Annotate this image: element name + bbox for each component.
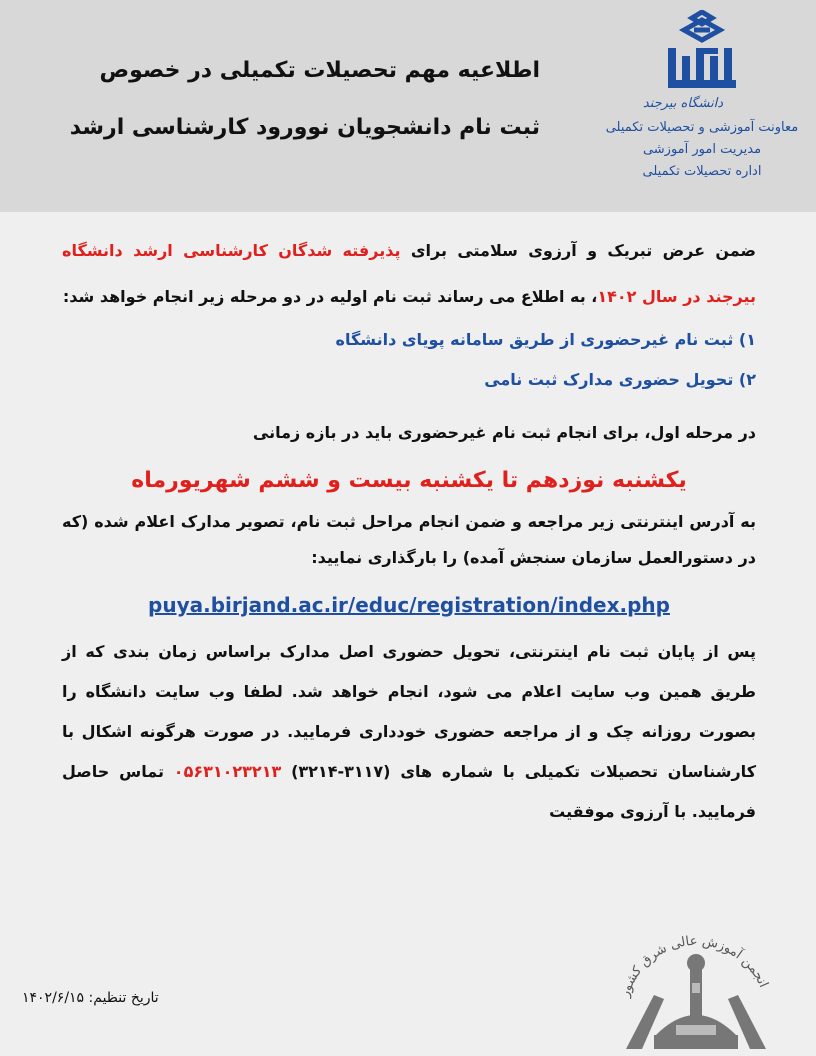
- header-band: [0, 0, 816, 212]
- university-logo-block: [588, 10, 816, 190]
- announcement-body: [62, 228, 756, 832]
- org-line-3: اداره تحصیلات تکمیلی: [642, 164, 762, 179]
- closing-text-cont: تماس حاصل فرمایید. با آرزوی موفقیت: [62, 762, 756, 821]
- intro-text: ضمن عرض تبریک و آرزوی سلامتی برای: [400, 241, 756, 260]
- university-name-script: دانشگاه بیرجند: [642, 96, 724, 111]
- closing-paragraph: [62, 632, 756, 832]
- intro-text-cont: ، به اطلاع می رساند ثبت نام اولیه در دو مرحله زیر انجام خواهد شد:: [62, 287, 598, 306]
- association-seal-icon: [606, 925, 786, 1053]
- org-line-1: معاونت آموزشی و تحصیلات تکمیلی: [605, 120, 799, 135]
- seal-text: انجمن آموزش عالی شرق کشور: [617, 933, 771, 999]
- page-title: [60, 42, 540, 156]
- date-value: ۱۴۰۲/۶/۱۵: [22, 990, 85, 1006]
- phone-number: ۰۵۶۳۱۰۲۳۲۱۳: [173, 762, 282, 781]
- steps-list: [62, 320, 756, 400]
- university-logo-icon: [662, 10, 742, 96]
- step-item-1: ۱) ثبت نام غیرحضوری از طریق سامانه پویای دانشگاه: [335, 330, 756, 349]
- org-line-2: مدیریت امور آموزشی: [642, 142, 762, 157]
- date-label: تاریخ تنظیم:: [88, 990, 159, 1006]
- registration-link[interactable]: puya.birjand.ac.ir/educ/registration/index.php: [148, 593, 670, 617]
- title-line-1: اطلاعیه مهم تحصیلات تکمیلی در خصوص: [99, 58, 540, 83]
- stage1-paragraph: در مرحله اول، برای انجام ثبت نام غیرحضوری باید در بازه زمانی: [252, 423, 756, 442]
- upload-paragraph: به آدرس اینترنتی زیر مراجعه و ضمن انجام مراحل ثبت نام، تصویر مدارک اعلام شده (که در دستورالعمل سازمان سنجش آمده) را بارگذاری نمایید:: [62, 512, 756, 567]
- admitted-highlight: پذیرفته شدگان کارشناسی ارشد دانشگاه بیرجند در سال ۱۴۰۲: [62, 241, 756, 306]
- closing-text: پس از پایان ثبت نام اینترنتی، تحویل حضوری اصل مدارک براساس زمان بندی که از طریق همین وب سایت اعلام می شود، انجام خواهد شد. لطفا وب سایت دانشگاه را بصورت روزانه چک و از مراجعه حضوری خودداری فرمایید. در صورت هرگونه اشکال با کارشناسان تحصیلات تکمیلی با شماره های (۳۱۱۷-۳۲۱۴): [62, 642, 756, 781]
- intro-paragraph: [62, 228, 756, 320]
- title-line-2: ثبت نام دانشجویان نوورود کارشناسی ارشد: [69, 115, 540, 140]
- issue-date: [22, 990, 159, 1006]
- deadline-heading: یکشنبه نوزدهم تا یکشنبه بیست و ششم شهریورماه: [131, 468, 687, 493]
- step-item-2: ۲) تحویل حضوری مدارک ثبت نامی: [484, 370, 756, 389]
